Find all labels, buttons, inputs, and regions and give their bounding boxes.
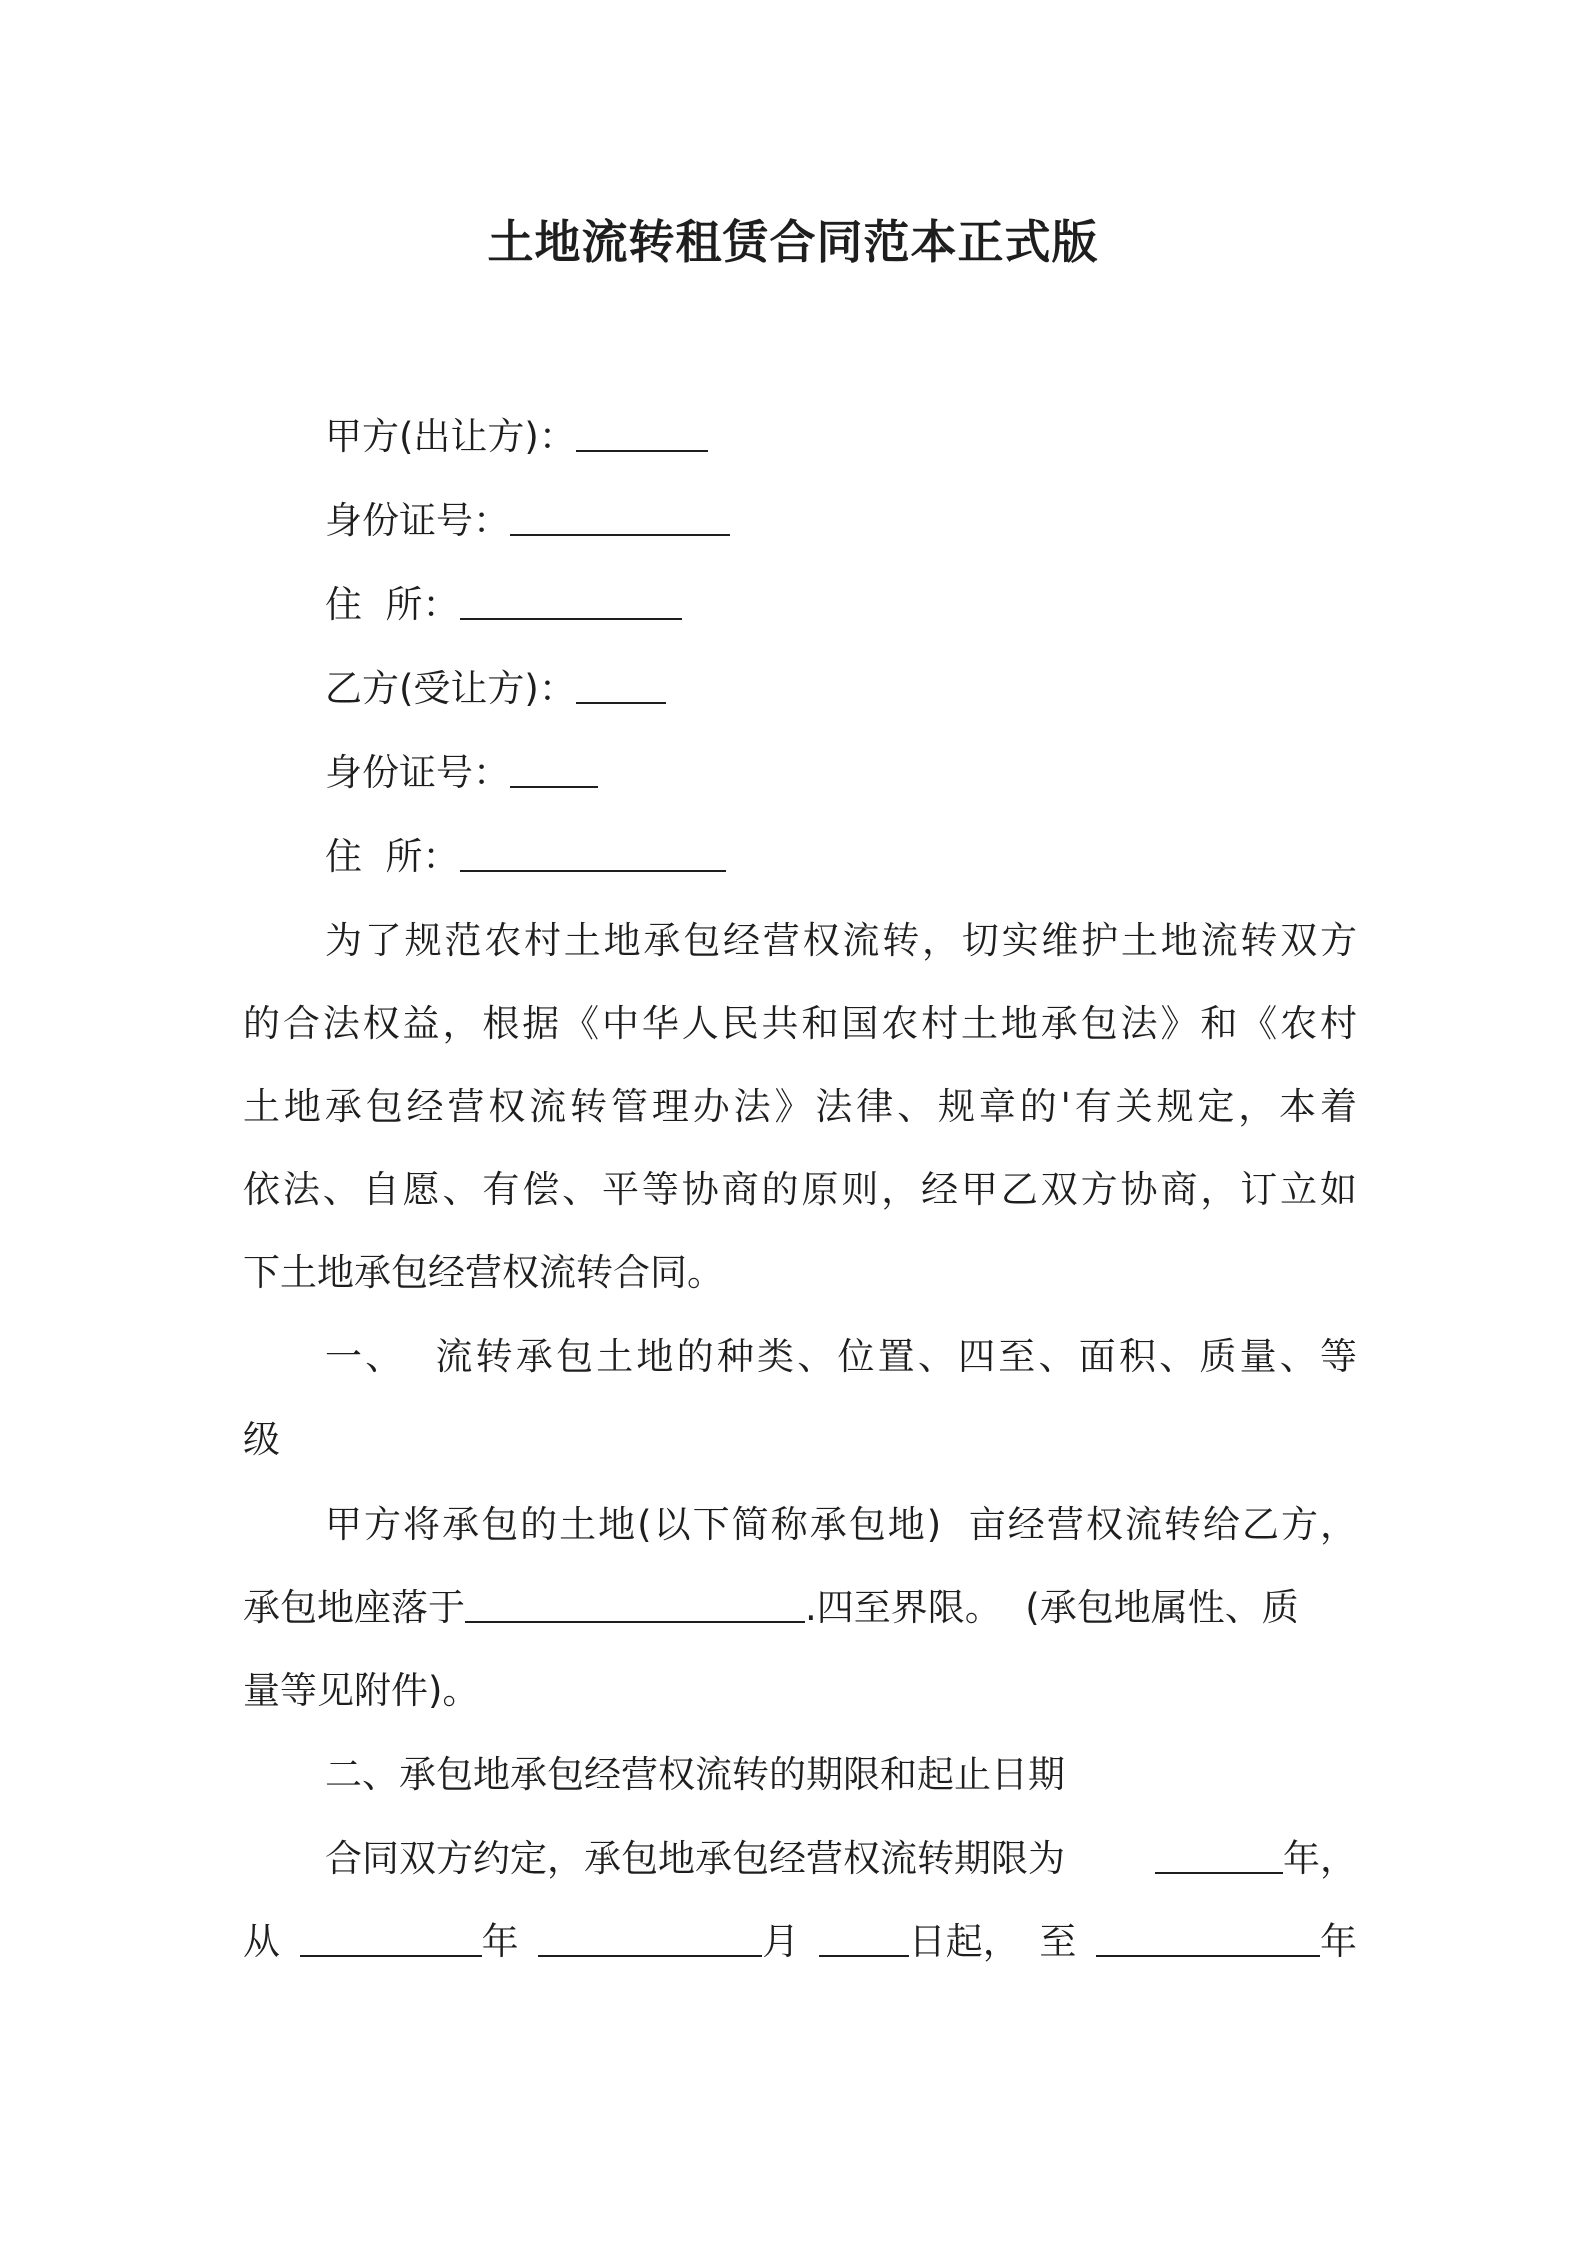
party-b-address-line <box>325 832 726 882</box>
section-1-heading: 一、 流转承包土地的种类、位置、四至、面积、质量、等 <box>325 1335 1357 1378</box>
preamble-line-5: 下土地承包经营权流转合同。 <box>243 1251 724 1294</box>
start-year-blank <box>300 1925 482 1957</box>
section-1-body-line-1: 甲方将承包的土地(以下简称承包地) 亩经营权流转给乙方， <box>325 1503 1357 1546</box>
start-day-unit: 日起， <box>908 1920 1020 1963</box>
party-b-address-blank <box>460 840 726 872</box>
section-1-heading-cont: 级 <box>243 1418 280 1461</box>
party-b-label: 乙方(受让方)： <box>325 667 576 710</box>
section-2-body-line-2 <box>243 1917 1357 1967</box>
section-1-body-line-3: 量等见附件)。 <box>243 1669 480 1712</box>
party-b-id-label: 身份证号： <box>325 751 510 794</box>
preamble-line-1: 为了规范农村土地承包经营权流转，切实维护土地流转双方 <box>325 919 1357 962</box>
party-a-id-label: 身份证号： <box>325 499 510 542</box>
party-a-line <box>325 412 708 462</box>
start-month-unit: 月 <box>762 1920 800 1963</box>
end-year-blank <box>1096 1925 1320 1957</box>
term-year-unit: 年， <box>1283 1837 1357 1880</box>
section-2-heading: 二、承包地承包经营权流转的期限和起止日期 <box>325 1753 1065 1796</box>
end-year-unit: 年 <box>1319 1920 1357 1963</box>
preamble-line-4: 依法、自愿、有偿、平等协商的原则，经甲乙双方协商，订立如 <box>243 1168 1357 1211</box>
to-label: 至 <box>1039 1920 1077 1963</box>
term-label: 合同双方约定，承包地承包经营权流转期限为 <box>325 1837 1065 1880</box>
party-a-address-line <box>325 580 682 630</box>
section-2-body-line-1 <box>325 1834 1357 1884</box>
from-label: 从 <box>243 1920 280 1963</box>
party-b-blank <box>576 672 666 704</box>
party-a-address-label: 住 所： <box>325 583 460 626</box>
party-b-line <box>325 664 666 714</box>
preamble-line-2: 的合法权益，根据《中华人民共和国农村土地承包法》和《农村 <box>243 1002 1357 1045</box>
document-title: 土地流转租赁合同范本正式版 <box>487 215 1099 269</box>
section-1-body-line-2 <box>243 1583 1357 1633</box>
party-a-blank <box>576 420 708 452</box>
party-b-id-blank <box>510 756 598 788</box>
start-year-unit: 年 <box>481 1920 519 1963</box>
party-b-address-label: 住 所： <box>325 835 460 878</box>
term-years-blank <box>1155 1842 1283 1874</box>
party-a-label: 甲方(出让方)： <box>325 415 576 458</box>
party-a-address-blank <box>460 588 682 620</box>
start-month-blank <box>538 1925 762 1957</box>
boundary-text: .四至界限。 (承包地属性、质 <box>805 1586 1299 1629</box>
location-label: 承包地座落于 <box>243 1586 465 1629</box>
party-a-id-line <box>325 496 730 546</box>
preamble-line-3: 土地承包经营权流转管理办法》法律、规章的'有关规定，本着 <box>243 1085 1357 1128</box>
party-a-id-blank <box>510 504 730 536</box>
start-day-blank <box>819 1925 909 1957</box>
party-b-id-line <box>325 748 598 798</box>
location-blank <box>465 1591 805 1623</box>
